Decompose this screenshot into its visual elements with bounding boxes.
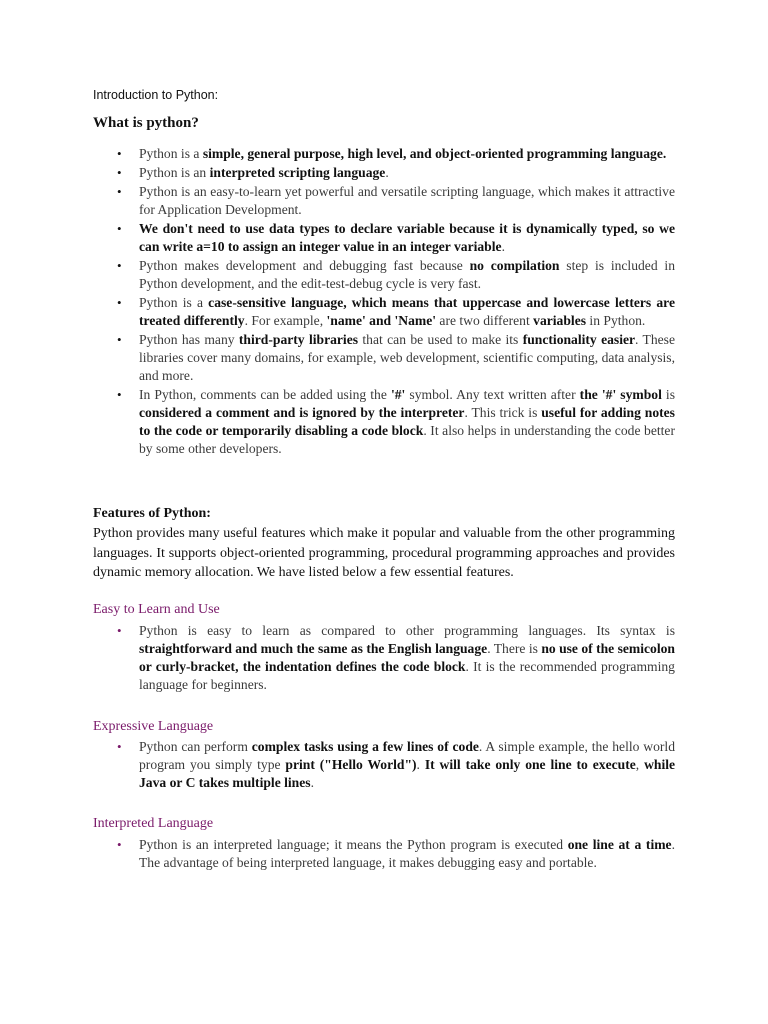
bold-text: 'name' and 'Name' [326,313,437,328]
bold-text: straightforward and much the same as the English language [139,641,488,656]
bullet-icon: • [117,623,122,638]
text-run: Python can perform [139,739,252,754]
text-run: Python is a [139,146,203,161]
text-run: Python makes development and debugging fast because [139,258,470,273]
list-item [0,220,675,256]
section-title-expressive-language: Expressive Language [93,719,214,734]
text-run: . It also helps in understanding the code better by some other developers. [139,423,675,456]
section-title-easy-to-learn: Easy to Learn and Use [93,602,220,617]
list-item [0,738,675,792]
list-item [0,257,675,293]
text-run: Python is a [139,295,209,310]
text-run: in Python. [586,313,646,328]
text-run: step is included in Python development, and the edit-test-debug cycle is very fast. [139,258,675,291]
text-run: symbol. Any text written after [405,387,580,402]
list-item [0,145,675,163]
bullet-icon: • [117,387,122,402]
bullet-icon: • [117,146,122,161]
bold-text: It will take only one line to execute [424,757,636,772]
list-item [0,183,675,219]
bold-text: no compilation [469,258,560,273]
bold-text: one line at a time [567,837,672,852]
text-run: Python is an easy-to-learn yet powerful and versatile scripting language, which makes it attractive for Application Development. [139,184,675,217]
bullet-icon: • [117,221,122,236]
list-item [0,164,675,182]
bold-text: '#' [390,387,406,402]
text-run: . The advantage of being interpreted language, it makes debugging easy and portable. [139,837,675,870]
bullet-icon: • [117,295,122,310]
bullet-icon: • [117,258,122,273]
bold-text: variables [533,313,587,328]
bold-text: case-sensitive language, which means that uppercase and lowercase letters are treated differently [139,295,676,328]
text-run: . [385,165,389,180]
features-heading: Features of Python: [93,506,211,521]
bold-text: complex tasks using a few lines of code [251,739,479,754]
text-run: Python is an interpreted language; it means the Python program is executed [139,837,568,852]
text-run: , [635,757,645,772]
easy-to-learn-list [0,622,675,694]
list-item [0,622,675,694]
bold-text: no use of the semicolon or curly-bracket, the indentation defines the code block [139,641,675,674]
text-run: that can be used to make its [358,332,523,347]
list-item [0,294,675,330]
text-run: . [416,757,425,772]
bold-text: the '#' symbol [579,387,662,402]
text-run: . [501,239,505,254]
text-run: . There is [487,641,542,656]
text-run: . A simple example, the hello world program you simply type [139,739,675,772]
section-title-interpreted-language: Interpreted Language [93,816,214,831]
text-run: . This trick is [464,405,542,420]
bold-text: functionality easier [522,332,636,347]
text-run: . It is the recommended programming language for beginners. [139,659,675,692]
bold-text: third-party libraries [238,332,359,347]
bold-text: interpreted scripting language [209,165,386,180]
features-paragraph: Python provides many useful features which make it popular and valuable from the other programming languages. It supports object-oriented programming, procedural programming approaches and provides dynamic memory allocation. We have listed below a few essential features. [93,526,675,581]
bold-text: We don't need to use data types to declare variable because it is dynamically typed, so we can write a=10 to assign an integer value in an integer variable [139,221,675,254]
text-run: Python is an [139,165,210,180]
bold-text: useful for adding notes to the code or temporarily disabling a code block [139,405,675,438]
text-run: Python has many [139,332,239,347]
bold-text: considered a comment and is ignored by the interpreter [139,405,465,420]
text-run: is [661,387,675,402]
bullet-icon: • [117,837,122,852]
what-is-python-heading: What is python? [93,115,199,131]
text-run: are two different [436,313,534,328]
interpreted-language-list [0,836,675,872]
text-run: . For example, [244,313,327,328]
what-is-python-list [0,145,675,459]
text-run: . [310,775,314,790]
bullet-icon: • [117,739,122,754]
list-item [0,836,675,872]
bold-text: simple, general purpose, high level, and object-oriented programming language. [202,146,667,161]
text-run: Python is easy to learn as compared to other programming languages. Its syntax is [139,623,675,638]
text-run: . These libraries cover many domains, for example, web development, scientific computing, data analysis, and more. [139,332,676,383]
bullet-icon: • [117,184,122,199]
bullet-icon: • [117,332,122,347]
expressive-language-list [0,738,675,792]
bold-text: while Java or C takes multiple lines [139,757,676,790]
bullet-icon: • [117,165,122,180]
intro-title: Introduction to Python: [93,88,219,102]
text-run: In Python, comments can be added using the [139,387,391,402]
list-item [0,331,675,385]
bold-text: print ("Hello World") [285,757,417,772]
list-item [0,386,675,458]
